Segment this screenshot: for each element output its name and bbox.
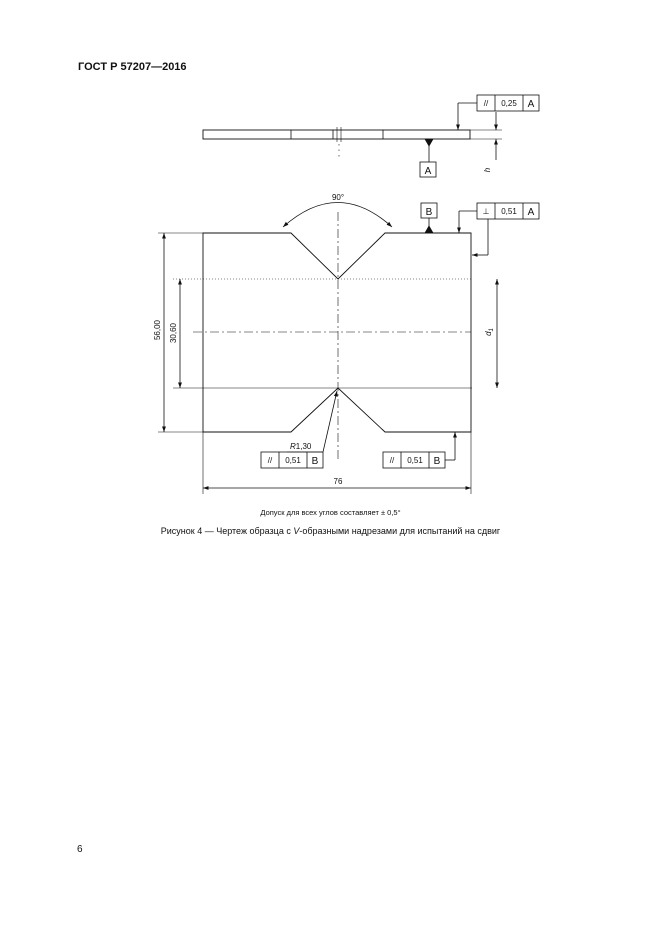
document-header: ГОСТ Р 57207—2016 xyxy=(78,61,187,73)
dim-height: 56,00 xyxy=(153,319,162,341)
tol-b-right-value: 0,51 xyxy=(407,456,423,465)
svg-text:d1: $d_1$ xyxy=(484,328,495,336)
tol-a-datum: A xyxy=(527,99,535,110)
tol-perp-symbol: ⊥ xyxy=(482,207,490,216)
radius-label: R1,30 xyxy=(290,442,312,451)
tol-b-left-value: 0,51 xyxy=(285,456,301,465)
tolerance-note: Допуск для всех углов составляет ± 0,5° xyxy=(260,508,401,517)
tol-perp-value: 0,51 xyxy=(501,207,517,216)
dim-inner: 30,60 xyxy=(169,322,178,344)
figure-caption: Рисунок 4 — Чертеж образца с V-образными надрезами для испытаний на сдвиг xyxy=(160,526,501,536)
page-number: 6 xyxy=(77,844,83,855)
tol-a-value: 0,25 xyxy=(501,99,517,108)
edge-view-outline xyxy=(203,130,470,139)
datum-b-label: B xyxy=(425,207,433,218)
dim-width: 76 xyxy=(333,477,343,486)
tol-a-symbol: // xyxy=(483,99,489,108)
edge-view xyxy=(203,95,539,177)
angle-arc xyxy=(283,203,392,228)
dim-d1 xyxy=(484,328,495,336)
specimen-outline xyxy=(203,233,471,432)
tol-b-left-datum: B xyxy=(311,456,319,467)
datum-a-label: A xyxy=(424,166,432,177)
datum-b-triangle xyxy=(425,226,433,233)
tol-b-right-datum: B xyxy=(433,456,441,467)
main-view xyxy=(158,203,539,495)
tol-perp-datum: A xyxy=(527,207,535,218)
tol-b-right-symbol: // xyxy=(389,456,395,465)
angle-label: 90° xyxy=(331,193,345,202)
datum-a-triangle xyxy=(425,139,433,146)
thickness-label: h xyxy=(483,167,492,173)
tol-b-left-symbol: // xyxy=(267,456,273,465)
